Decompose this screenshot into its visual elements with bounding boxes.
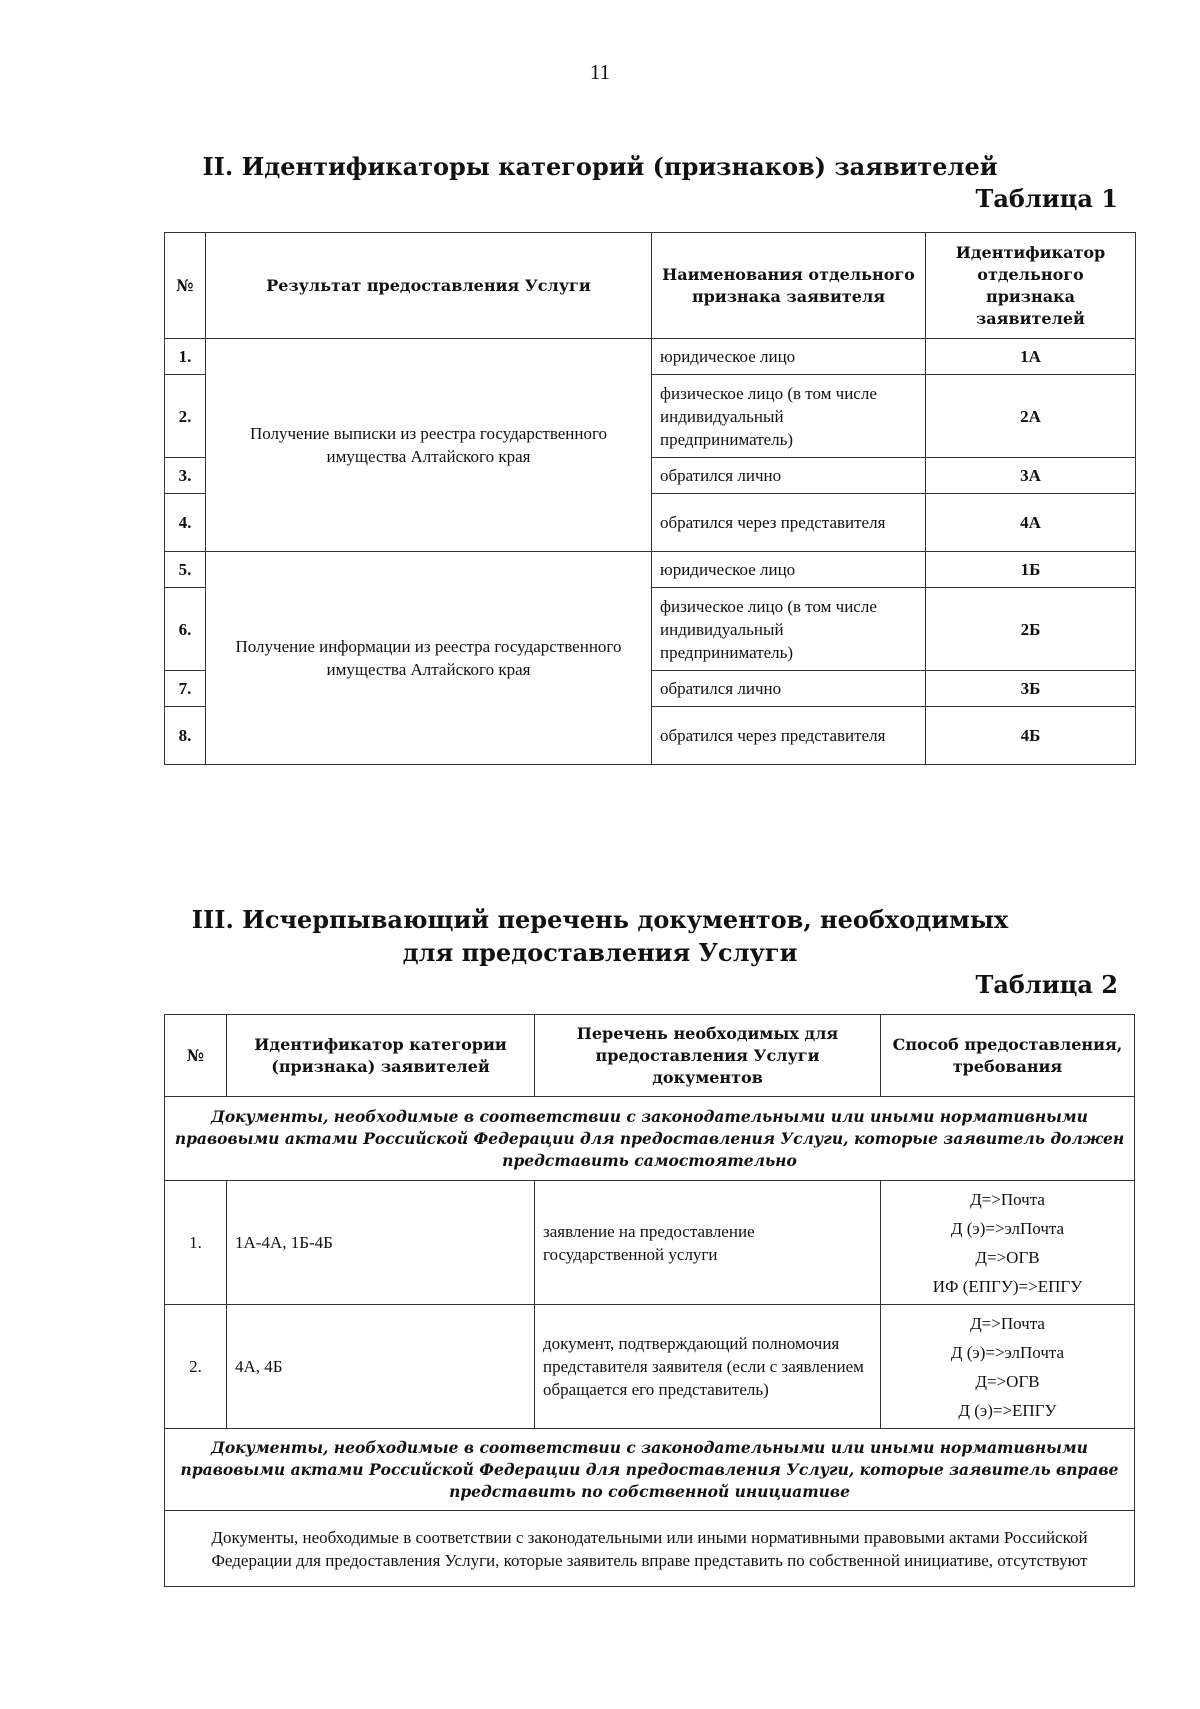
table-2-header-row — [165, 1015, 1135, 1097]
method-item: Д=>Почта — [970, 1189, 1045, 1209]
table-row — [165, 339, 1136, 375]
table-row — [165, 552, 1136, 588]
group-2-note: Документы, необходимые в соответствии с законодательными или иными нормативными правовыми актами Российской Федерации для предоставления Услуги, которые заявитель вправе представить по собственной инициативе, отсутствуют — [165, 1511, 1135, 1587]
table-2-label: Таблица 2 — [975, 970, 1118, 999]
feature-name: физическое лицо (в том числе индивидуальный предприниматель) — [652, 588, 926, 671]
method-item: Д=>Почта — [970, 1313, 1045, 1333]
row-num: 5. — [165, 552, 206, 588]
header-methods: Способ предоставления, требования — [881, 1015, 1135, 1097]
method-item: Д (э)=>ЕПГУ — [958, 1400, 1057, 1420]
table-1-label: Таблица 1 — [975, 184, 1118, 213]
row-num: 4. — [165, 494, 206, 552]
feature-name: юридическое лицо — [652, 552, 926, 588]
section-3-title-line-2: для предоставления Услуги — [402, 938, 798, 967]
group-2-title: Документы, необходимые в соответствии с законодательными или иными нормативными правовыми актами Российской Федерации для предоставления Услуги, которые заявитель вправе представить по собственной инициативе — [165, 1429, 1135, 1511]
row-num: 1. — [165, 1181, 227, 1305]
row-num: 2. — [165, 375, 206, 458]
feature-name: обратился лично — [652, 671, 926, 707]
feature-name: юридическое лицо — [652, 339, 926, 375]
row-num: 8. — [165, 707, 206, 765]
row-num: 7. — [165, 671, 206, 707]
group-heading-row — [165, 1097, 1135, 1181]
feature-name: обратился лично — [652, 458, 926, 494]
method-item: Д=>ОГВ — [975, 1371, 1040, 1391]
service-result: Получение выписки из реестра государственного имущества Алтайского края — [206, 339, 652, 552]
document-name: документ, подтверждающий полномочия представителя заявителя (если с заявлением обращается его представитель) — [535, 1305, 881, 1429]
feature-id: 1Б — [926, 552, 1136, 588]
group-heading-row — [165, 1429, 1135, 1511]
row-num: 2. — [165, 1305, 227, 1429]
table-1-header-row — [165, 233, 1136, 339]
method-item: ИФ (ЕПГУ)=>ЕПГУ — [932, 1276, 1083, 1296]
category-ids: 1А-4А, 1Б-4Б — [227, 1181, 535, 1305]
method-item: Д=>ОГВ — [975, 1247, 1040, 1267]
submission-methods — [881, 1305, 1135, 1429]
header-category-id: Идентификатор категории (признака) заявителей — [227, 1015, 535, 1097]
row-num: 3. — [165, 458, 206, 494]
section-3-title-line-1: III. Исчерпывающий перечень документов, необходимых — [191, 905, 1009, 934]
header-feature-id: Идентификатор отдельного признака заявителей — [926, 233, 1136, 339]
feature-name: физическое лицо (в том числе индивидуальный предприниматель) — [652, 375, 926, 458]
service-result: Получение информации из реестра государственного имущества Алтайского края — [206, 552, 652, 765]
table-1 — [164, 232, 1136, 765]
submission-methods — [881, 1181, 1135, 1305]
row-num: 6. — [165, 588, 206, 671]
feature-id: 1А — [926, 339, 1136, 375]
header-documents: Перечень необходимых для предоставления Услуги документов — [535, 1015, 881, 1097]
group-note-row — [165, 1511, 1135, 1587]
header-feature-name: Наименования отдельного признака заявителя — [652, 233, 926, 339]
page-number: 11 — [589, 60, 611, 84]
feature-name: обратился через представителя — [652, 494, 926, 552]
category-ids: 4А, 4Б — [227, 1305, 535, 1429]
feature-id: 2А — [926, 375, 1136, 458]
header-result: Результат предоставления Услуги — [206, 233, 652, 339]
table-row — [165, 1305, 1135, 1429]
section-2-title: II. Идентификаторы категорий (признаков) заявителей — [202, 152, 998, 181]
feature-id: 4Б — [926, 707, 1136, 765]
feature-id: 3А — [926, 458, 1136, 494]
table-row — [165, 1181, 1135, 1305]
group-1-title: Документы, необходимые в соответствии с законодательными или иными нормативными правовыми актами Российской Федерации для предоставления Услуги, которые заявитель должен представить самостоятельно — [165, 1097, 1135, 1181]
document-name: заявление на предоставление государственной услуги — [535, 1181, 881, 1305]
table-2 — [164, 1014, 1135, 1587]
header-num: № — [165, 1015, 227, 1097]
feature-id: 3Б — [926, 671, 1136, 707]
feature-id: 4А — [926, 494, 1136, 552]
method-item: Д (э)=>элПочта — [950, 1342, 1065, 1362]
method-item: Д (э)=>элПочта — [950, 1218, 1065, 1238]
feature-id: 2Б — [926, 588, 1136, 671]
feature-name: обратился через представителя — [652, 707, 926, 765]
header-num: № — [165, 233, 206, 339]
row-num: 1. — [165, 339, 206, 375]
